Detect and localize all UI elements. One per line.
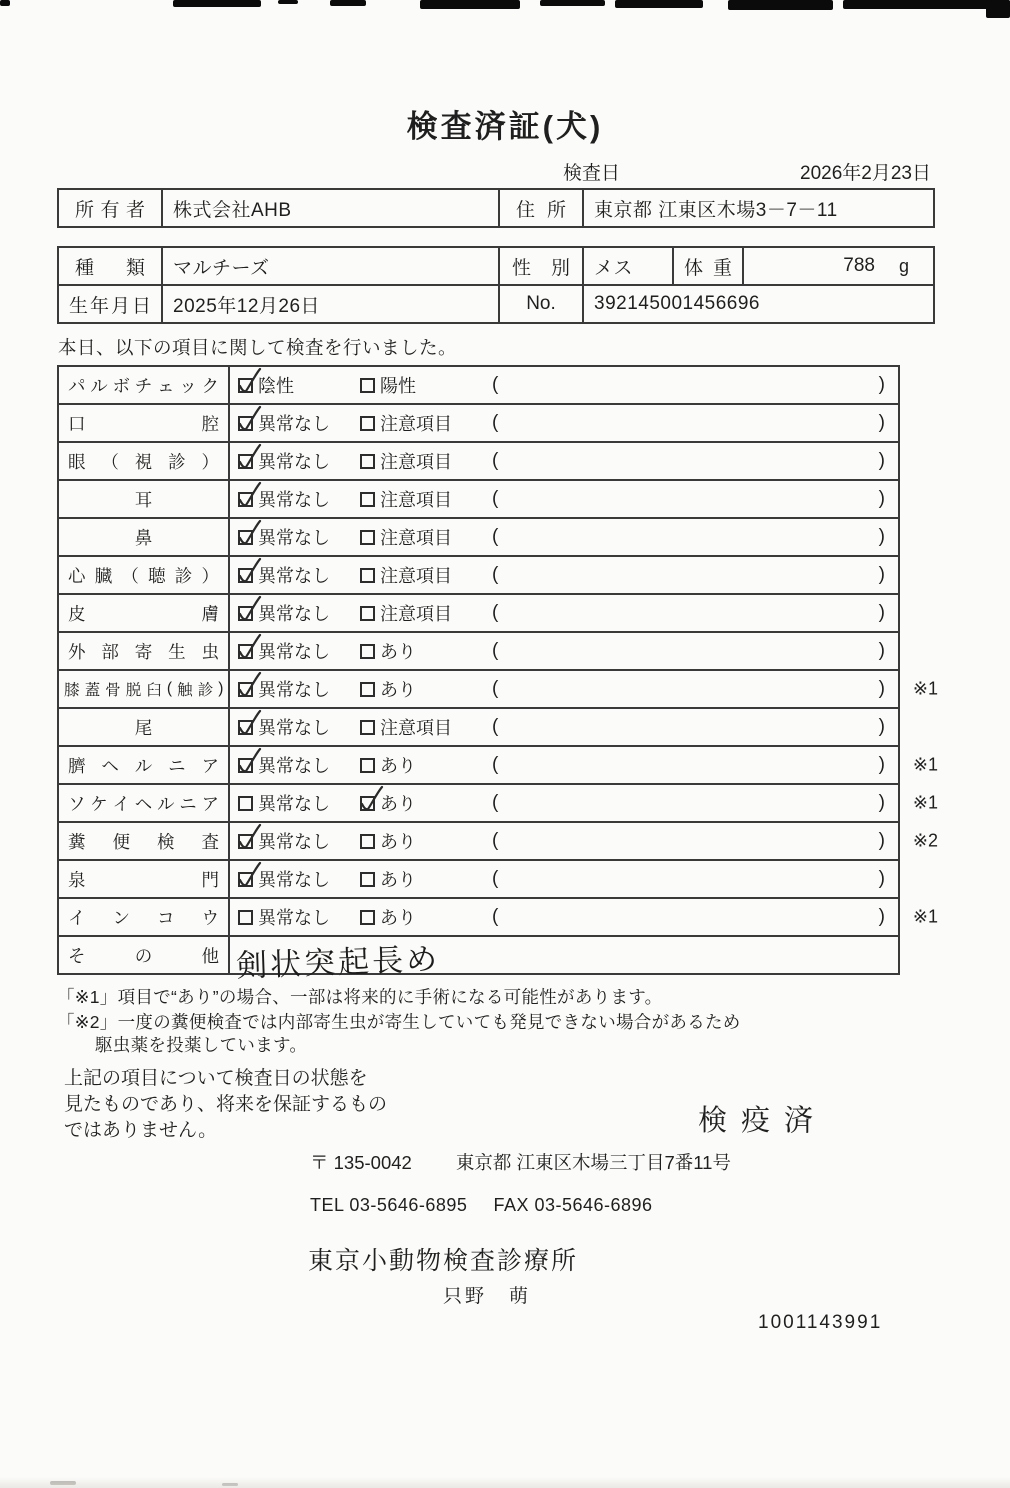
checkbox-icon (360, 682, 375, 697)
exam-option-1-label: 異常なし (258, 566, 330, 586)
paren-close: ) (878, 488, 885, 509)
exam-option-2 (360, 676, 416, 702)
footnote-1: 「※1」項目で“あり”の場合、一部は将来的に手術になる可能性があります。 (57, 987, 663, 1007)
disclaimer-line-1: 上記の項目について検査日の状態を (64, 1068, 368, 1089)
paren-open: ( (492, 792, 499, 813)
checkbox-icon (360, 720, 375, 735)
checkbox-icon (360, 568, 375, 583)
checkbox-icon (238, 682, 253, 697)
exam-option-1-label: 異常なし (258, 908, 330, 928)
exam-option-2-label: あり (380, 642, 416, 662)
certificate-no-label: No. (500, 286, 584, 322)
checkmark-icon (236, 479, 263, 512)
paren-close: ) (878, 450, 885, 471)
checkmark-icon (236, 555, 263, 588)
exam-option-1 (238, 828, 330, 854)
exam-option-1 (238, 714, 330, 740)
inspection-date-value: 2026年2月23日 (800, 163, 931, 184)
exam-option-2 (360, 866, 416, 892)
checkbox-icon (360, 606, 375, 621)
exam-option-1 (238, 790, 330, 816)
veterinarian-name: 只野 萌 (443, 1286, 532, 1307)
scan-artifact (173, 0, 261, 7)
checkbox-icon (238, 796, 253, 811)
scan-artifact (615, 0, 703, 8)
weight-label: 体 重 (674, 248, 744, 284)
exam-option-2 (360, 524, 452, 550)
scan-artifact (278, 0, 298, 4)
exam-row (57, 707, 900, 747)
checkbox-icon (360, 644, 375, 659)
disclaimer-line-3: ではありません。 (64, 1120, 218, 1141)
exam-option-2 (360, 562, 452, 588)
sex-label: 性 別 (500, 248, 584, 284)
exam-row (57, 859, 900, 899)
checkbox-icon (238, 568, 253, 583)
checkbox-icon (360, 872, 375, 887)
checkmark-icon (236, 707, 263, 740)
exam-item-result (230, 747, 898, 783)
checkmark-icon (236, 365, 263, 398)
paren-open: ( (492, 640, 499, 661)
checkbox-icon (360, 796, 375, 811)
exam-row (57, 897, 938, 937)
exam-item-label: 心 臓 （ 聴 診 ） (59, 557, 230, 593)
footnote-mark: ※1 (912, 906, 938, 927)
owner-value: 株式会社AHB (163, 190, 500, 226)
exam-item-result (230, 861, 898, 897)
exam-row (57, 745, 938, 785)
exam-item-label: 泉 門 (59, 861, 230, 897)
exam-item-result (230, 709, 898, 745)
exam-item-label: そ の 他 (59, 937, 230, 973)
exam-option-2 (360, 372, 416, 398)
exam-option-1-label: 異常なし (258, 452, 330, 472)
paren-open: ( (492, 450, 499, 471)
exam-row (57, 479, 900, 519)
exam-option-1-label: 異常なし (258, 680, 330, 700)
exam-option-2 (360, 638, 416, 664)
exam-option-1-label: 異常なし (258, 604, 330, 624)
exam-option-1 (238, 638, 330, 664)
paren-close: ) (878, 564, 885, 585)
exam-option-2 (360, 448, 452, 474)
checkbox-icon (360, 530, 375, 545)
exam-option-2 (360, 790, 416, 816)
checkbox-icon (238, 644, 253, 659)
exam-row (57, 403, 900, 443)
exam-item-label: 膝 蓋 骨 脱 臼 ( 触 診 ) (59, 671, 230, 707)
checkbox-icon (238, 720, 253, 735)
exam-option-2-label: 注意項目 (380, 566, 452, 586)
postal-code: 〒 135-0042 (310, 1152, 412, 1173)
exam-option-1-label: 陰性 (258, 376, 294, 396)
exam-option-2 (360, 600, 452, 626)
exam-item-result (230, 899, 898, 935)
exam-option-2-label: 注意項目 (380, 490, 452, 510)
exam-option-1 (238, 448, 330, 474)
checkbox-icon (360, 416, 375, 431)
exam-option-1 (238, 676, 330, 702)
exam-option-1 (238, 410, 330, 436)
clinic-name: 東京小動物検査診療所 (308, 1247, 579, 1275)
disclaimer (64, 1066, 387, 1144)
checkbox-icon (238, 454, 253, 469)
exam-item-label: 眼 （ 視 診 ） (59, 443, 230, 479)
exam-option-2-label: あり (380, 756, 416, 776)
clinic-address: 東京都 江東区木場三丁目7番11号 (455, 1152, 731, 1173)
scan-artifact (420, 0, 520, 9)
exam-option-1-label: 異常なし (258, 756, 330, 776)
paren-open: ( (492, 716, 499, 737)
owner-label: 所 有 者 (59, 190, 163, 226)
exam-option-1 (238, 372, 294, 398)
paren-open: ( (492, 754, 499, 775)
paren-close: ) (878, 678, 885, 699)
exam-item-result (230, 481, 898, 517)
paren-close: ) (878, 374, 885, 395)
paren-close: ) (878, 412, 885, 433)
checkbox-icon (360, 492, 375, 507)
scan-artifact (728, 0, 833, 10)
scan-artifact (540, 0, 605, 6)
exam-option-1-label: 異常なし (258, 870, 330, 890)
exam-option-2-label: 注意項目 (380, 718, 452, 738)
exam-row (57, 365, 900, 405)
exam-item-result (230, 405, 898, 441)
exam-item-result (230, 823, 898, 859)
breed-label: 種 類 (59, 248, 163, 284)
exam-item-label: ソ ケ イ ヘ ル ニ ア (59, 785, 230, 821)
footnote-mark: ※1 (912, 754, 938, 775)
exam-option-1-label: 異常なし (258, 832, 330, 852)
paren-close: ) (878, 906, 885, 927)
intro-text: 本日、以下の項目に関して検査を行いました。 (58, 337, 458, 358)
tel-number: TEL 03-5646-6895 (310, 1195, 468, 1215)
checkbox-icon (360, 910, 375, 925)
inspection-date-line (563, 158, 931, 185)
checkmark-icon (236, 593, 263, 626)
checkbox-icon (238, 530, 253, 545)
exam-option-2-label: あり (380, 832, 416, 852)
owner-row (57, 188, 935, 228)
exam-item-result (230, 595, 898, 631)
checkmark-icon (236, 403, 263, 436)
exam-option-2 (360, 828, 416, 854)
checkmark-icon (236, 859, 263, 892)
checkmark-icon (236, 441, 263, 474)
owner-address-label: 住 所 (500, 190, 584, 226)
birthdate-value: 2025年12月26日 (163, 286, 500, 322)
paren-open: ( (492, 830, 499, 851)
weight-unit: g (898, 255, 909, 276)
paren-open: ( (492, 526, 499, 547)
exam-row (57, 669, 938, 709)
exam-row (57, 631, 900, 671)
scan-artifact (330, 0, 366, 6)
disclaimer-line-2: 見たものであり、将来を保証するもの (64, 1094, 388, 1115)
quarantine-stamp: 検疫済 (698, 1105, 828, 1137)
checkmark-icon (236, 669, 263, 702)
exam-row (57, 593, 900, 633)
exam-item-result (230, 785, 898, 821)
exam-option-2-label: あり (380, 870, 416, 890)
footnote-mark: ※1 (912, 792, 938, 813)
paren-close: ) (878, 754, 885, 775)
exam-option-2-label: あり (380, 794, 416, 814)
exam-option-1 (238, 904, 330, 930)
birthdate-label: 生 年 月 日 (59, 286, 163, 322)
paren-close: ) (878, 792, 885, 813)
exam-option-1 (238, 866, 330, 892)
exam-row (57, 821, 938, 861)
exam-item-result (230, 671, 898, 707)
exam-option-2-label: 注意項目 (380, 604, 452, 624)
weight-value: 788 (843, 255, 875, 276)
paren-open: ( (492, 906, 499, 927)
paren-close: ) (878, 830, 885, 851)
checkbox-icon (238, 758, 253, 773)
exam-option-1-label: 異常なし (258, 718, 330, 738)
exam-option-2 (360, 714, 452, 740)
checkbox-icon (360, 758, 375, 773)
exam-option-1 (238, 562, 330, 588)
exam-table (57, 365, 938, 984)
exam-item-result (230, 519, 898, 555)
paren-open: ( (492, 678, 499, 699)
scan-artifact (986, 0, 1010, 18)
checkbox-icon (360, 454, 375, 469)
paren-open: ( (492, 564, 499, 585)
certificate-no-value: 392145001456696 (594, 293, 761, 314)
checkbox-icon (238, 416, 253, 431)
paren-close: ) (878, 868, 885, 889)
exam-option-1 (238, 600, 330, 626)
exam-option-1 (238, 752, 330, 778)
checkmark-icon (236, 631, 263, 664)
exam-option-1 (238, 486, 330, 512)
checkbox-icon (238, 910, 253, 925)
exam-row (57, 441, 900, 481)
checkbox-icon (238, 834, 253, 849)
checkbox-icon (238, 378, 253, 393)
handwritten-note: 剣状突起長め (235, 941, 441, 984)
footnote-2-cont: 駆虫薬を投薬しています。 (95, 1035, 308, 1055)
exam-item-label: 外 部 寄 生 虫 (59, 633, 230, 669)
pet-row-2 (57, 284, 935, 324)
inspection-date-label: 検査日 (563, 163, 621, 184)
paren-close: ) (878, 602, 885, 623)
paren-open: ( (492, 488, 499, 509)
footnote-2: 「※2」一度の糞便検査では内部寄生虫が寄生していても発見できない場合があるため (57, 1012, 741, 1032)
exam-option-2-label: 陽性 (380, 376, 416, 396)
checkmark-icon (236, 821, 263, 854)
sex-value: メス (584, 248, 674, 284)
breed-value: マルチーズ (163, 248, 500, 284)
exam-row (57, 517, 900, 557)
exam-item-label: 口 腔 (59, 405, 230, 441)
exam-item-result (230, 937, 898, 984)
paren-close: ) (878, 716, 885, 737)
footnote-mark: ※2 (912, 830, 938, 851)
postal-line (310, 1149, 731, 1175)
checkmark-icon (236, 517, 263, 550)
exam-row (57, 555, 900, 595)
exam-row (57, 935, 900, 984)
exam-option-1-label: 異常なし (258, 490, 330, 510)
exam-item-label: 糞 便 検 査 (59, 823, 230, 859)
tel-fax-line (310, 1195, 653, 1216)
paren-open: ( (492, 602, 499, 623)
serial-number: 1001143991 (758, 1312, 883, 1333)
paren-open: ( (492, 412, 499, 433)
fax-number: FAX 03-5646-6896 (493, 1195, 653, 1215)
exam-item-label: 尾 (59, 709, 230, 745)
exam-row (57, 783, 938, 823)
exam-item-label: 耳 (59, 481, 230, 517)
exam-option-2-label: 注意項目 (380, 452, 452, 472)
exam-item-result (230, 443, 898, 479)
footnote-mark: ※1 (912, 678, 938, 699)
paren-open: ( (492, 374, 499, 395)
pet-row-1 (57, 246, 935, 286)
exam-option-1-label: 異常なし (258, 642, 330, 662)
exam-option-1-label: 異常なし (258, 528, 330, 548)
exam-item-result (230, 557, 898, 593)
scan-artifact (843, 0, 1010, 9)
exam-item-result (230, 633, 898, 669)
checkbox-icon (238, 492, 253, 507)
checkbox-icon (360, 834, 375, 849)
checkmark-icon (236, 745, 263, 778)
exam-option-1 (238, 524, 330, 550)
checkbox-icon (238, 872, 253, 887)
paren-close: ) (878, 526, 885, 547)
exam-option-1-label: 異常なし (258, 794, 330, 814)
paren-close: ) (878, 640, 885, 661)
exam-option-2 (360, 904, 416, 930)
exam-option-2 (360, 410, 452, 436)
exam-option-1-label: 異常なし (258, 414, 330, 434)
exam-item-label: 皮 膚 (59, 595, 230, 631)
exam-item-label: 鼻 (59, 519, 230, 555)
exam-option-2-label: あり (380, 908, 416, 928)
exam-item-label: イ ン コ ウ (59, 899, 230, 935)
exam-option-2-label: 注意項目 (380, 528, 452, 548)
scan-shadow (0, 1477, 1010, 1488)
owner-address-value: 東京都 江東区木場3－7－11 (594, 199, 838, 221)
exam-option-2-label: あり (380, 680, 416, 700)
exam-option-2 (360, 486, 452, 512)
exam-item-result (230, 367, 898, 403)
scan-artifact (0, 0, 10, 6)
paren-open: ( (492, 868, 499, 889)
checkbox-icon (360, 378, 375, 393)
exam-item-label: 臍 ヘ ル ニ ア (59, 747, 230, 783)
exam-option-2-label: 注意項目 (380, 414, 452, 434)
checkbox-icon (238, 606, 253, 621)
exam-option-2 (360, 752, 416, 778)
checkmark-icon (358, 783, 385, 816)
document-title: 検査済証(犬) (406, 109, 604, 144)
weight-cell (744, 248, 933, 284)
exam-item-label: パ ル ボ チ ェ ッ ク (59, 367, 230, 403)
